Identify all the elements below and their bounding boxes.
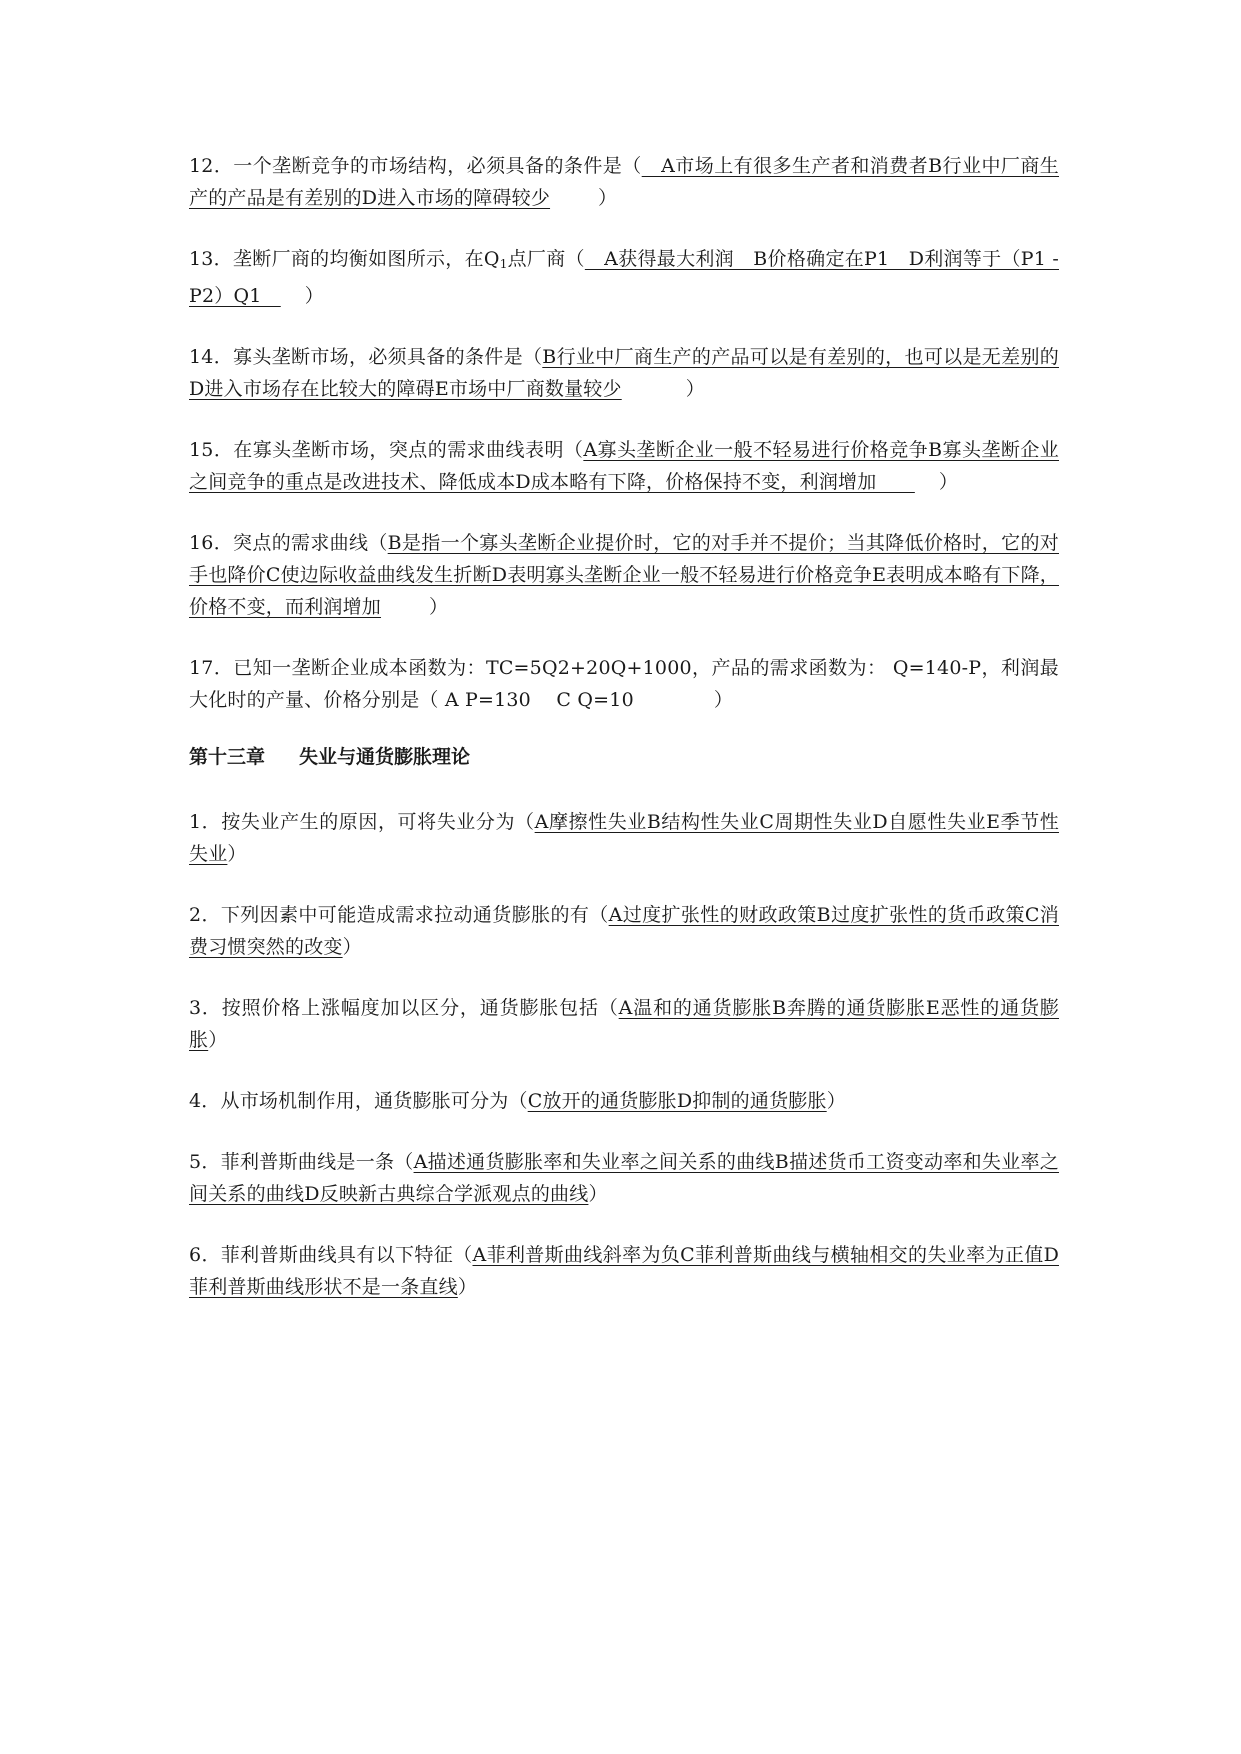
question-close: ） [457, 1276, 478, 1298]
answer-text: A市场上有很多生产者和消费者B行业中厂商生产的产品是有差别的D进入市场的障碍较少 [189, 155, 1059, 209]
question-close: ） [208, 1029, 228, 1051]
question-close: ） [713, 689, 734, 711]
question-close: ） [938, 471, 959, 493]
question-5 [189, 1146, 1059, 1210]
blank-space [634, 705, 714, 706]
question-3 [189, 992, 1059, 1056]
question-16 [189, 527, 1059, 623]
blank-space [281, 301, 305, 302]
blank-space [550, 203, 598, 204]
question-close: ） [588, 1183, 608, 1205]
question-text-cont: 点厂商（ [507, 248, 585, 270]
chapter-heading [189, 741, 1059, 773]
question-1 [189, 806, 1059, 870]
chapter-title: 失业与通货膨胀理论 [299, 746, 471, 768]
answer-text: A描述通货膨胀率和失业率之间关系的曲线B描述货币工资变动率和失业率之间关系的曲线D反映新古典综合学派观点的曲线 [189, 1151, 1059, 1205]
answer-text: A菲利普斯曲线斜率为负C菲利普斯曲线与横轴相交的失业率为正值D菲利普斯曲线形状不是一条直线 [189, 1244, 1059, 1298]
question-text: 14．寡头垄断市场，必须具备的条件是（ [189, 346, 543, 368]
question-4 [189, 1085, 1059, 1117]
question-text: 1．按失业产生的原因，可将失业分为（ [189, 811, 535, 833]
page-content [189, 150, 1059, 1332]
question-13 [189, 243, 1059, 312]
question-text: 16．突点的需求曲线（ [189, 532, 388, 554]
question-17 [189, 652, 1059, 716]
question-close: ） [227, 843, 247, 865]
answer-text: A寡头垄断企业一般不轻易进行价格竞争B寡头垄断企业之间竞争的重点是改进技术、降低成本D成本略有下降，价格保持不变，利润增加 [189, 439, 1059, 493]
question-text: 4．从市场机制作用，通货膨胀可分为（ [189, 1090, 528, 1112]
answer-text: A过度扩张性的财政政策B过度扩张性的货币政策C消费习惯突然的改变 [189, 904, 1059, 958]
question-text: 3．按照价格上涨幅度加以区分，通货膨胀包括（ [189, 997, 619, 1019]
question-text: 13．垄断厂商的均衡如图所示，在Q [189, 248, 500, 270]
question-close: ） [342, 936, 362, 958]
question-14 [189, 341, 1059, 405]
blank-space [915, 487, 939, 488]
question-text: 5．菲利普斯曲线是一条（ [189, 1151, 414, 1173]
answer-text: A温和的通货膨胀B奔腾的通货膨胀E恶性的通货膨胀 [189, 997, 1059, 1051]
question-15 [189, 434, 1059, 498]
question-text: 15．在寡头垄断市场，突点的需求曲线表明（ [189, 439, 584, 461]
question-close: ） [685, 378, 705, 400]
question-close: ） [429, 596, 449, 618]
answer-text: A获得最大利润 B价格确定在P1 D利润等于（P1 - P2）Q1 [189, 248, 1059, 307]
answer-text: B是指一个寡头垄断企业提价时，它的对手并不提价；当其降低价格时，它的对手也降价C使边际收益曲线发生折断D表明寡头垄断企业一般不轻易进行价格竞争E表明成本略有下降，价格不变，而利润增加 [189, 532, 1059, 618]
subscript: 1 [499, 257, 508, 271]
question-2 [189, 899, 1059, 963]
chapter-number: 第十三章 [189, 746, 266, 768]
blank-space [381, 612, 429, 613]
answer-text: C放开的通货膨胀D抑制的通货膨胀 [527, 1090, 827, 1112]
question-12 [189, 150, 1059, 214]
question-text: 17．已知一垄断企业成本函数为：TC=5Q2+20Q+1000，产品的需求函数为： Q=140-P，利润最大化时的产量、价格分别是（ A P=130 C Q=10 [189, 657, 1059, 711]
answer-text: B行业中厂商生产的产品可以是有差别的，也可以是无差别的D进入市场存在比较大的障碍E市场中厂商数量较少 [189, 346, 1059, 400]
question-text: 6．菲利普斯曲线具有以下特征（ [189, 1244, 473, 1266]
question-6 [189, 1239, 1059, 1303]
question-text: 2．下列因素中可能造成需求拉动通货膨胀的有（ [189, 904, 609, 926]
blank-space [622, 394, 686, 395]
question-close: ） [598, 187, 618, 209]
question-close: ） [304, 285, 324, 307]
answer-text: A摩擦性失业B结构性失业C周期性失业D自愿性失业E季节性失业 [189, 811, 1059, 865]
question-text: 12．一个垄断竞争的市场结构，必须具备的条件是（ [189, 155, 642, 177]
question-close: ） [826, 1090, 846, 1112]
